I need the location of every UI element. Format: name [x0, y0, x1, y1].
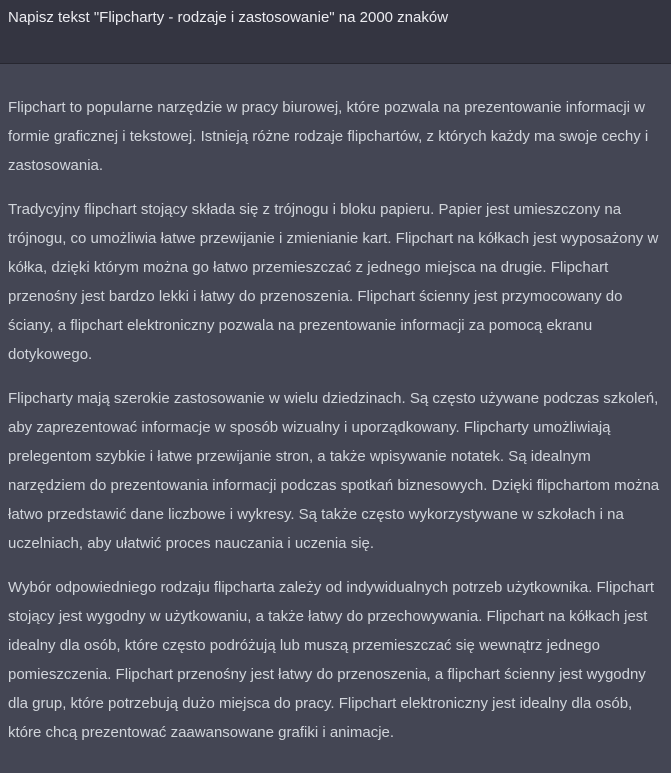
user-message-text: Napisz tekst "Flipcharty - rodzaje i zastosowanie" na 2000 znaków [8, 9, 449, 26]
assistant-paragraph-3: Flipcharty mają szerokie zastosowanie w wielu dziedzinach. Są często używane podczas szkoleń, aby zaprezentować informacje w sposób wizualny i uporządkowany. Flipcharty umożliwiają prelegentom szybkie i łatwe przewijanie stron, a także wpisywanie notatek. Są idealnym narzędziem do prezentowania informacji podczas spotkań biznesowych. Dzięki flipchartom można łatwo przedstawić dane liczbowe i wykresy. Są także często wykorzystywane w szkołach i na uczelniach, aby ułatwić proces nauczania i uczenia się. [8, 390, 660, 552]
assistant-paragraph-1: Flipchart to popularne narzędzie w pracy biurowej, które pozwala na prezentowanie informacji w formie graficznej i tekstowej. Istnieją różne rodzaje flipchartów, z których każdy ma swoje cechy i zastosowania. [8, 99, 649, 174]
assistant-paragraph-4: Wybór odpowiedniego rodzaju flipcharta zależy od indywidualnych potrzeb użytkownika. Flipchart stojący jest wygodny w użytkowaniu, a także łatwy do przechowywania. Flipchart na kółkach jest idealny dla osób, które często podróżują lub muszą przemieszczać się wewnątrz jednego pomieszczenia. Flipchart przenośny jest łatwy do przenoszenia, a flipchart ścienny jest wygodny dla grup, które potrzebują dużo miejsca do pracy. Flipchart elektroniczny jest idealny dla osób, które chcą prezentować zaawansowane grafiki i animacje. [8, 579, 655, 741]
assistant-message [0, 64, 671, 773]
assistant-paragraph-2: Tradycyjny flipchart stojący składa się z trójnogu i bloku papieru. Papier jest umieszczony na trójnogu, co umożliwia łatwe przewijanie i zmienianie kart. Flipchart na kółkach jest wyposażony w kółka, dzięki którym można go łatwo przemieszczać z jednego miejsca na drugie. Flipchart przenośny jest bardzo lekki i łatwy do przenoszenia. Flipchart ścienny jest przymocowany do ściany, a flipchart elektroniczny pozwala na prezentowanie informacji za pomocą ekranu dotykowego. [8, 201, 659, 363]
user-message [0, 0, 671, 64]
